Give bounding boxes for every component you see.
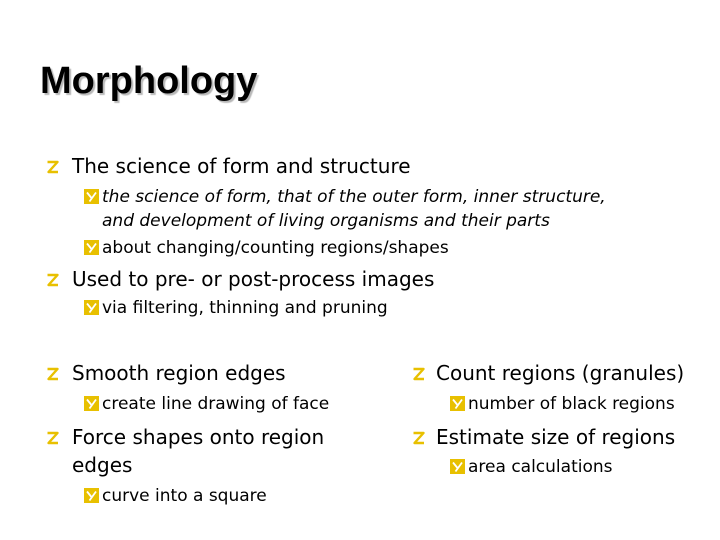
sub-science-about bbox=[84, 236, 449, 260]
bullet-count bbox=[412, 359, 684, 387]
z-bullet-icon bbox=[46, 431, 59, 445]
checkbox-y-bullet-icon bbox=[84, 488, 99, 503]
sub-science-definition-line1: the science of form, that of the outer form, inner structure, bbox=[102, 187, 606, 207]
sub-used-via bbox=[84, 296, 388, 320]
bullet-used bbox=[46, 265, 434, 293]
sub-count-text: number of black regions bbox=[468, 394, 675, 414]
bullet-smooth-text: Smooth region edges bbox=[72, 361, 286, 385]
slide-title: Morphology bbox=[40, 60, 258, 102]
bullet-science-text: The science of form and structure bbox=[72, 154, 411, 178]
bullet-count-text: Count regions (granules) bbox=[436, 361, 685, 385]
bullet-estimate bbox=[412, 423, 675, 451]
sub-used-via-text: via filtering, thinning and pruning bbox=[102, 298, 388, 318]
checkbox-y-bullet-icon bbox=[84, 189, 99, 204]
bullet-force-line1: Force shapes onto region bbox=[72, 425, 325, 449]
z-bullet-icon bbox=[412, 367, 425, 381]
sub-estimate-text: area calculations bbox=[468, 457, 613, 477]
sub-science-definition bbox=[84, 185, 606, 233]
checkbox-y-bullet-icon bbox=[450, 396, 465, 411]
bullet-smooth bbox=[46, 359, 286, 387]
checkbox-y-bullet-icon bbox=[84, 300, 99, 315]
z-bullet-icon bbox=[46, 273, 59, 287]
bullet-used-text: Used to pre- or post-process images bbox=[72, 267, 435, 291]
sub-science-about-text: about changing/counting regions/shapes bbox=[102, 238, 449, 258]
bullet-science bbox=[46, 152, 411, 180]
sub-estimate bbox=[450, 455, 612, 479]
z-bullet-icon bbox=[46, 160, 59, 174]
bullet-force bbox=[46, 423, 324, 479]
checkbox-y-bullet-icon bbox=[450, 459, 465, 474]
bullet-force-line2: edges bbox=[72, 453, 133, 477]
bullet-estimate-text: Estimate size of regions bbox=[436, 425, 676, 449]
checkbox-y-bullet-icon bbox=[84, 396, 99, 411]
z-bullet-icon bbox=[412, 431, 425, 445]
sub-smooth-text: create line drawing of face bbox=[102, 394, 330, 414]
sub-science-definition-line2: and development of living organisms and their parts bbox=[102, 211, 550, 231]
sub-smooth bbox=[84, 392, 329, 416]
sub-force-text: curve into a square bbox=[102, 486, 267, 506]
z-bullet-icon bbox=[46, 367, 59, 381]
sub-count bbox=[450, 392, 675, 416]
sub-force bbox=[84, 484, 267, 508]
checkbox-y-bullet-icon bbox=[84, 240, 99, 255]
